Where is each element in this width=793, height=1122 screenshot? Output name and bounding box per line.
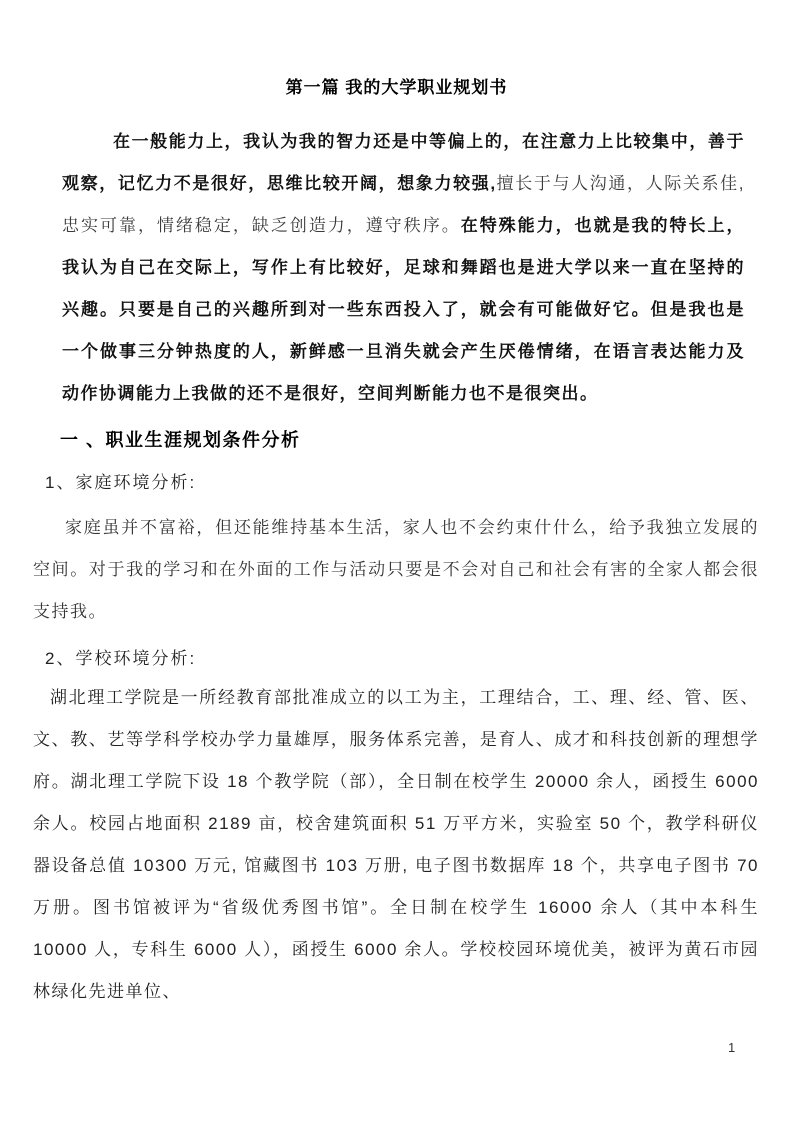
document-title: 第一篇 我的大学职业规划书 [285, 78, 508, 97]
subheading-family-environment: 1、家庭环境分析: [45, 473, 197, 492]
intro-segment-personality-traits: 擅长于与人沟通，人际关系佳, 忠实可靠，情绪稳定，缺乏创造力，遵守秩序。 [62, 174, 745, 235]
section-heading-career-analysis: 一 、职业生涯规划条件分析 [60, 430, 301, 450]
intro-segment-general-ability: 在一般能力上，我认为我的智力还是中等偏上的，在注意力上比较集中，善于观察，记忆力不是很好，思维比较开阔，想象力较强, [62, 132, 745, 193]
school-environment-paragraph: 湖北理工学院是一所经教育部批准成立的以工为主，工理结合，工、理、经、管、医、文、教、艺等学科学校办学力量雄厚，服务体系完善，是育人、成才和科技创新的理想学府。湖北理工学院下设 18 个教学院（部），全日制在校学生 20000 余人，函授生 6000 余人。校园占地面积 2189 亩，校舍建筑面积 51 万平方米，实验室 50 个，教学科研仪器设备总值 10300 万元, 馆藏图书 103 万册, 电子图书数据库 18 个，共享电子图书 70 万册。图书馆被评为“省级优秀图书馆”。全日制在校学生 16000 余人（其中本科生 10000 人，专科生 6000 人），函授生 6000 余人。学校校园环境优美，被评为黄石市园林绿化先进单位、 [33, 688, 759, 1001]
intro-segment-special-ability: 在特殊能力，也就是我的特长上，我认为自己在交际上，写作上有比较好，足球和舞蹈也是进大学以来一直在坚持的兴趣。只要是自己的兴趣所到对一些东西投入了，就会有可能做好它。但是我也是一个做事三分钟热度的人，新鲜感一旦消失就会产生厌倦情绪，在语言表达能力及动作协调能力上我做的还不是很好，空间判断能力也不是很突出。 [62, 216, 746, 403]
subheading-school-environment: 2、学校环境分析: [45, 649, 197, 668]
page-number: 1 [728, 1040, 736, 1055]
intro-paragraph [62, 121, 745, 415]
family-environment-paragraph: 家庭虽并不富裕，但还能维持基本生活，家人也不会约束什什么，给予我独立发展的空间。对于我的学习和在外面的工作与活动只要是不会对自己和社会有害的全家人都会很支持我。 [33, 518, 759, 621]
